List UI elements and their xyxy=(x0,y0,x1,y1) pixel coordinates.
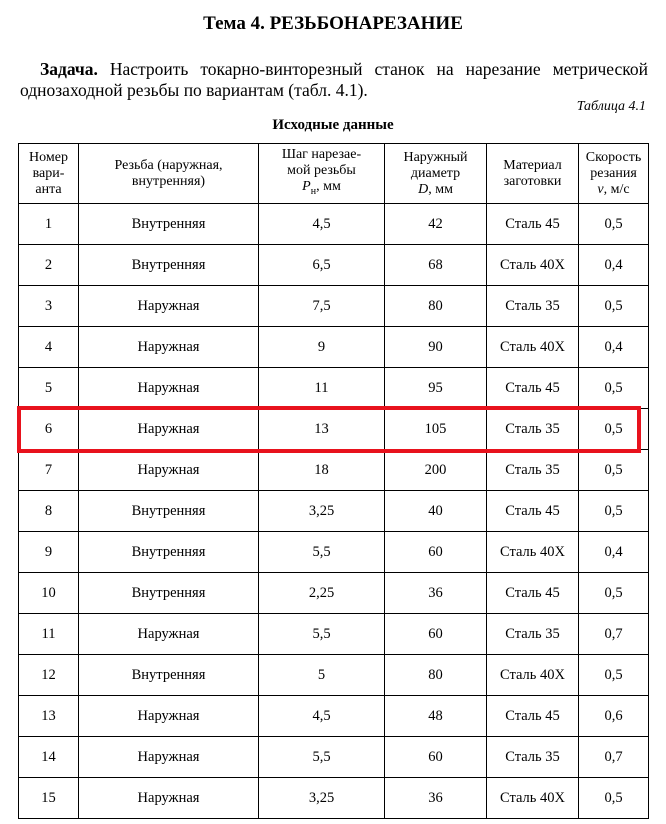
header-workpiece-material: Материал заготовки xyxy=(487,144,579,204)
cell-variant-number: 8 xyxy=(19,491,79,532)
cell-outer-diameter: 80 xyxy=(385,655,487,696)
cell-thread-pitch: 6,5 xyxy=(259,245,385,286)
cell-cutting-speed: 0,5 xyxy=(579,368,649,409)
table-row xyxy=(19,696,649,737)
cell-cutting-speed: 0,7 xyxy=(579,614,649,655)
cell-outer-diameter: 48 xyxy=(385,696,487,737)
cell-outer-diameter: 95 xyxy=(385,368,487,409)
cell-thread-pitch: 4,5 xyxy=(259,696,385,737)
cell-thread-type: Внутренняя xyxy=(79,532,259,573)
cell-cutting-speed: 0,4 xyxy=(579,245,649,286)
cell-variant-number: 12 xyxy=(19,655,79,696)
cell-thread-pitch: 5 xyxy=(259,655,385,696)
cell-variant-number: 11 xyxy=(19,614,79,655)
cell-variant-number: 5 xyxy=(19,368,79,409)
table-row xyxy=(19,491,649,532)
task-label: Задача. xyxy=(40,59,98,79)
cell-variant-number: 7 xyxy=(19,450,79,491)
cell-outer-diameter: 80 xyxy=(385,286,487,327)
table-row xyxy=(19,368,649,409)
cell-workpiece-material: Сталь 45 xyxy=(487,573,579,614)
cell-thread-type: Внутренняя xyxy=(79,245,259,286)
cell-variant-number: 2 xyxy=(19,245,79,286)
cell-outer-diameter: 60 xyxy=(385,737,487,778)
cell-variant-number: 3 xyxy=(19,286,79,327)
table-row xyxy=(19,245,649,286)
cell-thread-pitch: 3,25 xyxy=(259,491,385,532)
table-row xyxy=(19,204,649,245)
cell-outer-diameter: 42 xyxy=(385,204,487,245)
cell-thread-pitch: 18 xyxy=(259,450,385,491)
cell-outer-diameter: 40 xyxy=(385,491,487,532)
cell-thread-type: Наружная xyxy=(79,614,259,655)
cell-outer-diameter: 36 xyxy=(385,573,487,614)
cell-thread-pitch: 5,5 xyxy=(259,614,385,655)
table-row xyxy=(19,737,649,778)
table-row xyxy=(19,532,649,573)
cell-thread-pitch: 9 xyxy=(259,327,385,368)
cell-thread-pitch: 11 xyxy=(259,368,385,409)
cell-cutting-speed: 0,5 xyxy=(579,573,649,614)
table-header-row xyxy=(19,144,649,204)
cell-thread-pitch: 13 xyxy=(259,409,385,450)
cell-workpiece-material: Сталь 45 xyxy=(487,491,579,532)
cell-thread-type: Наружная xyxy=(79,286,259,327)
cell-variant-number: 6 xyxy=(19,409,79,450)
table-heading: Исходные данные xyxy=(272,117,394,133)
cell-thread-type: Внутренняя xyxy=(79,204,259,245)
cell-workpiece-material: Сталь 40Х xyxy=(487,655,579,696)
table-row xyxy=(19,286,649,327)
cell-cutting-speed: 0,5 xyxy=(579,491,649,532)
cell-workpiece-material: Сталь 40Х xyxy=(487,327,579,368)
cell-variant-number: 15 xyxy=(19,778,79,819)
cell-variant-number: 4 xyxy=(19,327,79,368)
cell-variant-number: 10 xyxy=(19,573,79,614)
task-paragraph xyxy=(20,59,648,101)
task-text: Настроить токарно-винторезный станок на нарезание метрической однозаходной резьбы по вариантам (табл. 4.1). xyxy=(20,59,648,100)
header-thread-pitch: Шаг нарезае- мой резьбы $P_н$, мм xyxy=(259,144,385,204)
cell-workpiece-material: Сталь 35 xyxy=(487,409,579,450)
table-row xyxy=(19,614,649,655)
cell-cutting-speed: 0,5 xyxy=(579,409,649,450)
table-body xyxy=(19,204,649,819)
cell-workpiece-material: Сталь 35 xyxy=(487,450,579,491)
cell-cutting-speed: 0,6 xyxy=(579,696,649,737)
cell-cutting-speed: 0,7 xyxy=(579,737,649,778)
cell-thread-pitch: 7,5 xyxy=(259,286,385,327)
cell-cutting-speed: 0,5 xyxy=(579,450,649,491)
cell-cutting-speed: 0,5 xyxy=(579,655,649,696)
cell-outer-diameter: 68 xyxy=(385,245,487,286)
cell-thread-type: Наружная xyxy=(79,368,259,409)
cell-variant-number: 1 xyxy=(19,204,79,245)
cell-outer-diameter: 105 xyxy=(385,409,487,450)
cell-thread-pitch: 5,5 xyxy=(259,532,385,573)
table-row xyxy=(19,778,649,819)
cell-thread-type: Внутренняя xyxy=(79,491,259,532)
topic-title: Тема 4. РЕЗЬБОНАРЕЗАНИЕ xyxy=(203,13,463,34)
cell-workpiece-material: Сталь 40Х xyxy=(487,532,579,573)
cell-outer-diameter: 60 xyxy=(385,532,487,573)
cell-outer-diameter: 60 xyxy=(385,614,487,655)
cell-cutting-speed: 0,4 xyxy=(579,532,649,573)
cell-thread-type: Наружная xyxy=(79,737,259,778)
cell-variant-number: 9 xyxy=(19,532,79,573)
cell-thread-pitch: 4,5 xyxy=(259,204,385,245)
cell-workpiece-material: Сталь 40Х xyxy=(487,245,579,286)
cell-thread-type: Внутренняя xyxy=(79,573,259,614)
header-outer-diameter: Наружный диаметр D, мм xyxy=(385,144,487,204)
table-row xyxy=(19,327,649,368)
cell-cutting-speed: 0,5 xyxy=(579,204,649,245)
table-caption: Таблица 4.1 xyxy=(576,99,646,114)
table-row xyxy=(19,450,649,491)
cell-workpiece-material: Сталь 35 xyxy=(487,614,579,655)
header-thread-type: Резьба (наружная, внутренняя) xyxy=(79,144,259,204)
cell-workpiece-material: Сталь 35 xyxy=(487,737,579,778)
cell-cutting-speed: 0,4 xyxy=(579,327,649,368)
cell-thread-type: Наружная xyxy=(79,327,259,368)
header-cutting-speed: Скорость резания v, м/с xyxy=(579,144,649,204)
cell-thread-type: Наружная xyxy=(79,696,259,737)
cell-thread-type: Наружная xyxy=(79,450,259,491)
cell-thread-type: Наружная xyxy=(79,778,259,819)
table-row xyxy=(19,409,649,450)
cell-thread-type: Наружная xyxy=(79,409,259,450)
cell-cutting-speed: 0,5 xyxy=(579,778,649,819)
cell-outer-diameter: 36 xyxy=(385,778,487,819)
header-variant-number: Номер вари- анта xyxy=(19,144,79,204)
data-table xyxy=(18,143,649,819)
cell-workpiece-material: Сталь 45 xyxy=(487,696,579,737)
cell-outer-diameter: 90 xyxy=(385,327,487,368)
cell-thread-type: Внутренняя xyxy=(79,655,259,696)
cell-thread-pitch: 3,25 xyxy=(259,778,385,819)
cell-variant-number: 13 xyxy=(19,696,79,737)
cell-thread-pitch: 2,25 xyxy=(259,573,385,614)
cell-workpiece-material: Сталь 40Х xyxy=(487,778,579,819)
cell-workpiece-material: Сталь 35 xyxy=(487,286,579,327)
table-row xyxy=(19,573,649,614)
cell-workpiece-material: Сталь 45 xyxy=(487,368,579,409)
table-row xyxy=(19,655,649,696)
cell-thread-pitch: 5,5 xyxy=(259,737,385,778)
cell-outer-diameter: 200 xyxy=(385,450,487,491)
cell-variant-number: 14 xyxy=(19,737,79,778)
cell-cutting-speed: 0,5 xyxy=(579,286,649,327)
cell-workpiece-material: Сталь 45 xyxy=(487,204,579,245)
